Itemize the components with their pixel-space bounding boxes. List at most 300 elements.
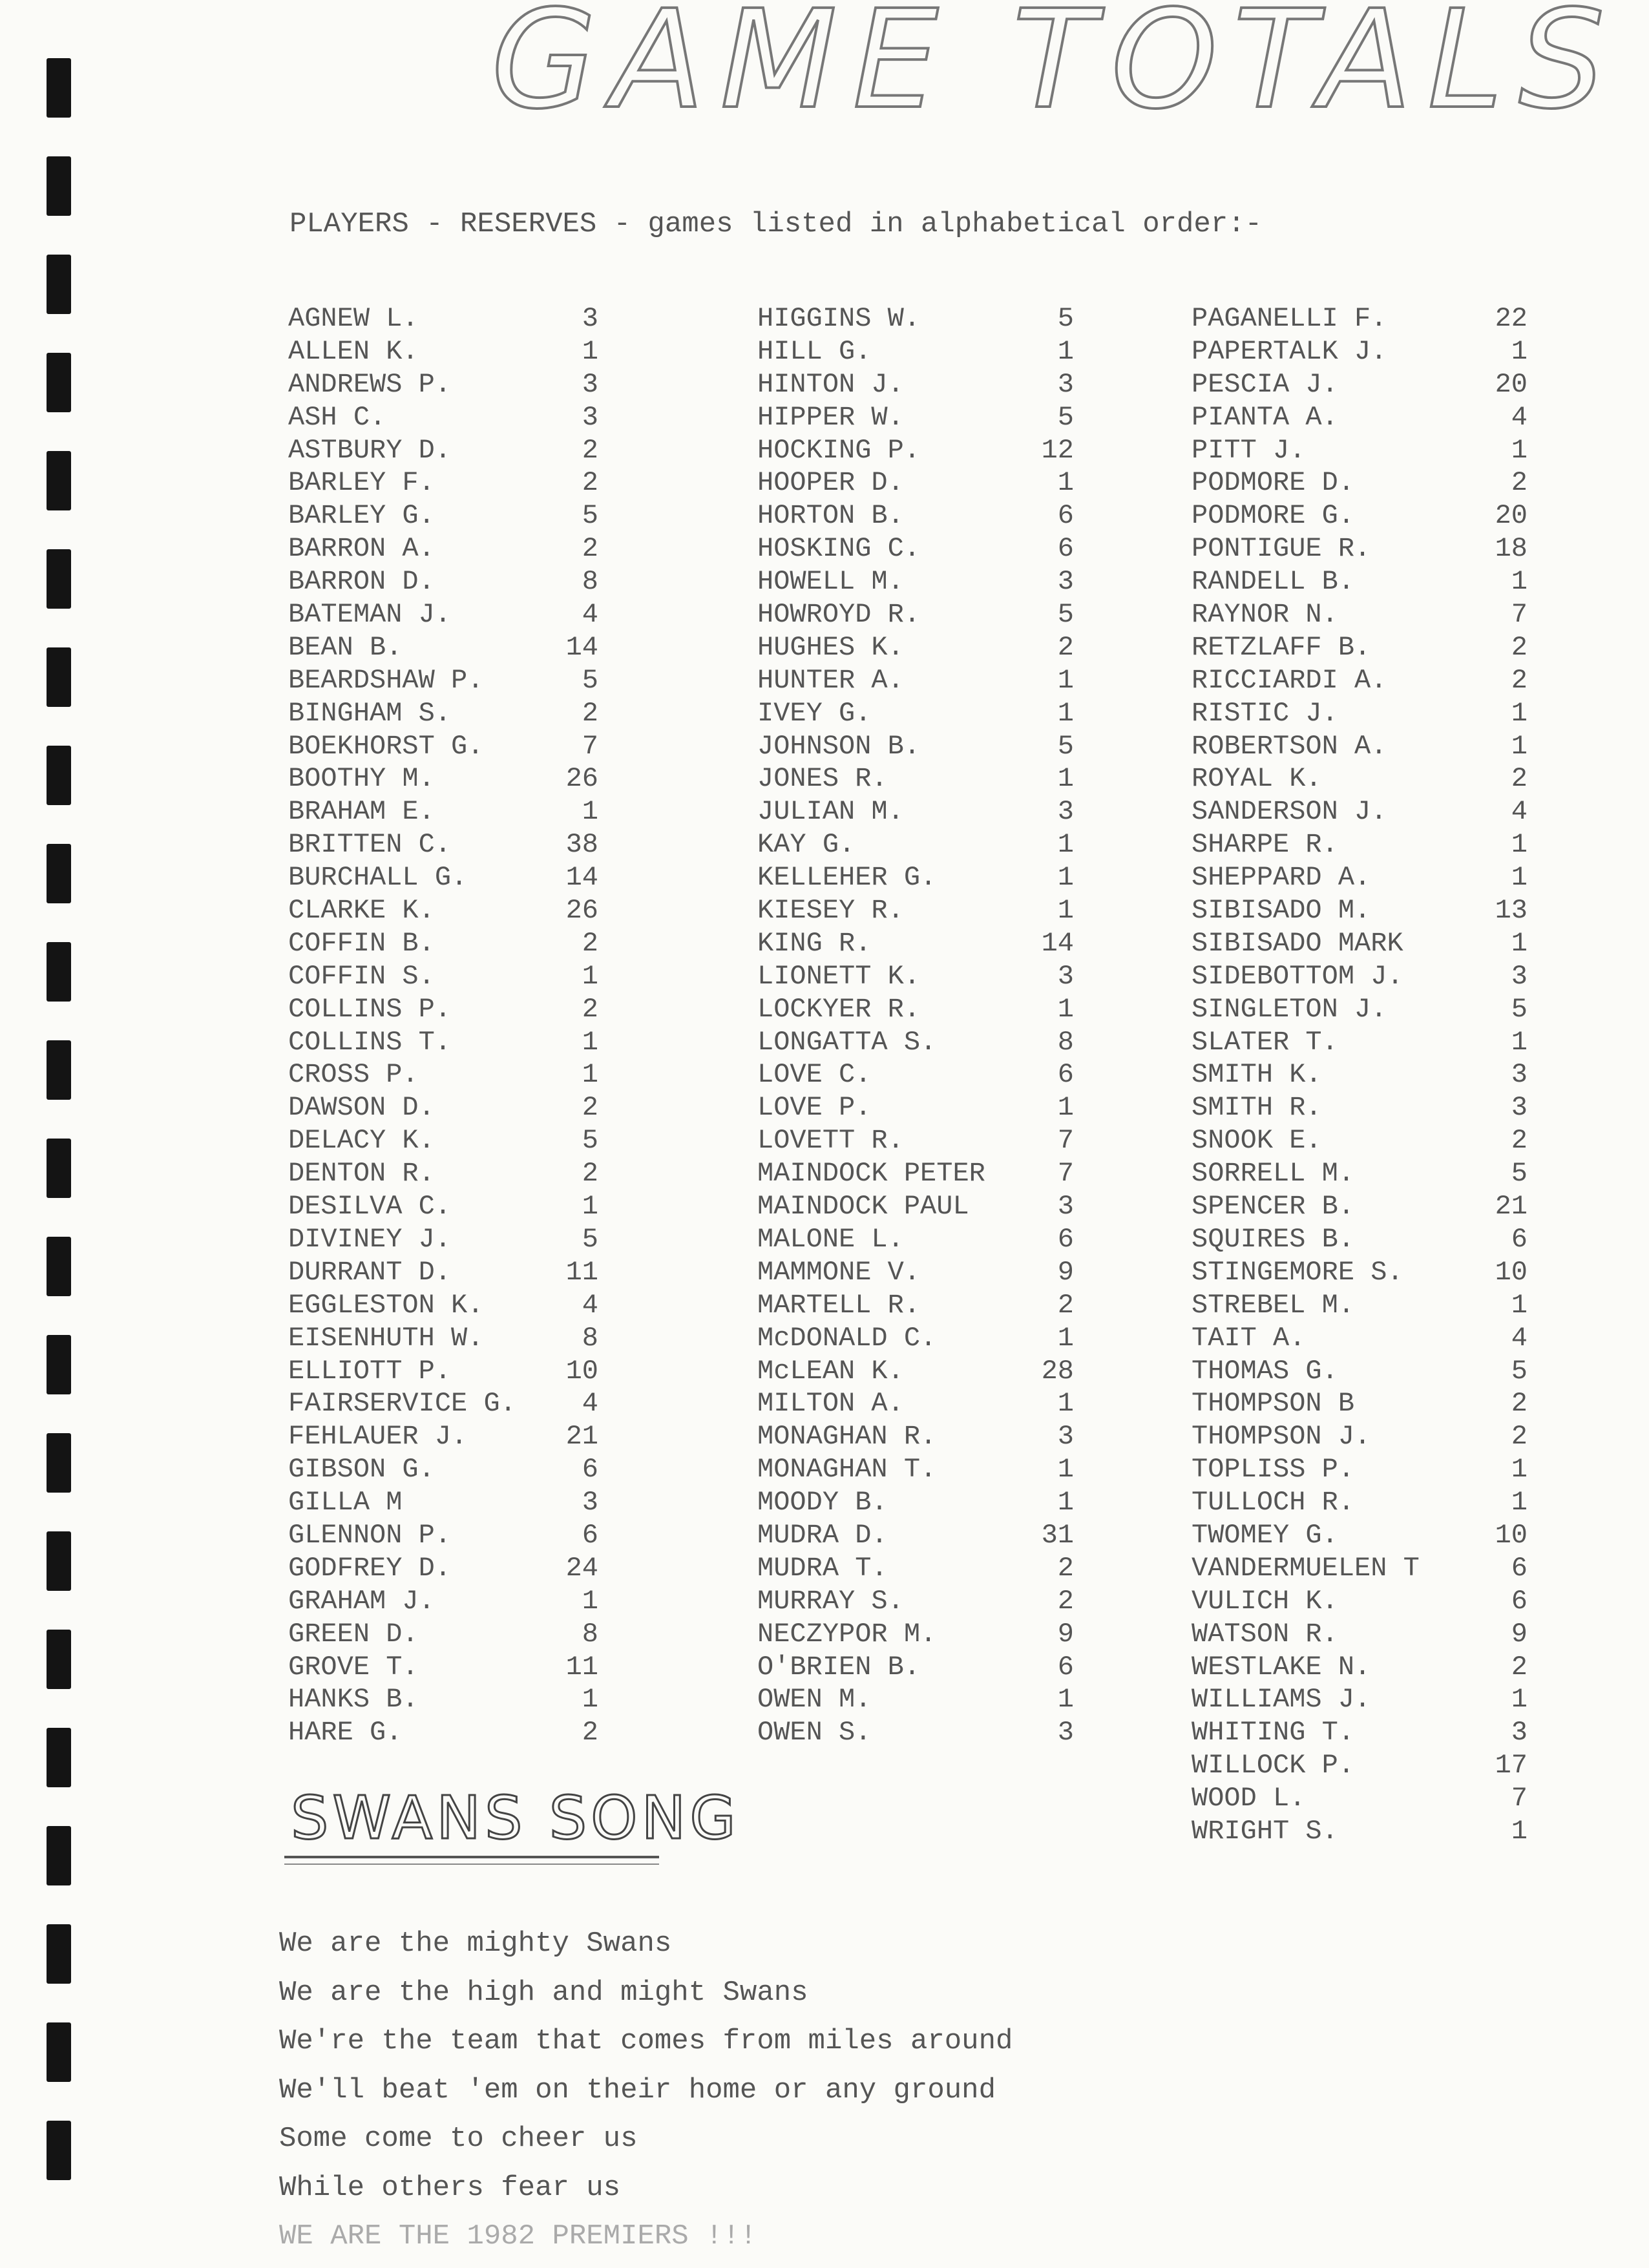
games-count: 21 [565, 1421, 598, 1453]
player-row [288, 762, 598, 795]
lyric-line: We'll beat 'em on their home or any ground [279, 2074, 996, 2106]
games-count: 1 [1511, 829, 1528, 861]
player-name: SIDEBOTTOM J. [1192, 960, 1403, 992]
games-count: 2 [1511, 1421, 1528, 1453]
player-row [757, 434, 1074, 467]
player-name: MALONE L. [757, 1223, 904, 1255]
games-count: 1 [582, 1684, 598, 1716]
player-row [757, 1289, 1074, 1322]
player-name: MAINDOCK PETER [757, 1158, 985, 1190]
games-count: 28 [1041, 1355, 1074, 1387]
player-row [288, 1683, 598, 1716]
player-name: COLLINS T. [288, 1026, 452, 1058]
player-row [288, 532, 598, 565]
games-count: 1 [1511, 927, 1528, 959]
player-row [757, 1387, 1074, 1420]
player-name: LOVETT R. [757, 1125, 904, 1157]
player-name: HIPPER W. [757, 401, 904, 433]
player-name: RISTIC J. [1192, 697, 1338, 729]
lyric-line: We are the mighty Swans [279, 1927, 672, 1960]
games-count: 6 [1057, 500, 1074, 532]
player-row [1192, 1716, 1528, 1749]
binding-hole [47, 1139, 71, 1198]
player-name: BINGHAM S. [288, 697, 452, 729]
games-count: 3 [1057, 1421, 1074, 1453]
player-name: JONES R. [757, 763, 888, 795]
player-row [1192, 532, 1528, 565]
games-count: 2 [1057, 1289, 1074, 1321]
player-row [757, 861, 1074, 894]
player-name: STREBEL M. [1192, 1289, 1355, 1321]
games-count: 1 [582, 1026, 598, 1058]
player-name: BRITTEN C. [288, 829, 452, 861]
games-count: 9 [1057, 1256, 1074, 1288]
games-count: 3 [582, 368, 598, 400]
games-count: 5 [1057, 303, 1074, 334]
player-row [1192, 1585, 1528, 1618]
player-name: DIVINEY J. [288, 1223, 452, 1255]
games-count: 38 [565, 829, 598, 861]
player-row [757, 401, 1074, 434]
song-lyrics [279, 1924, 1013, 2266]
games-count: 2 [1511, 1388, 1528, 1420]
player-name: SIBISADO M. [1192, 895, 1371, 927]
games-count: 3 [582, 1487, 598, 1518]
player-row [1192, 1157, 1528, 1190]
player-name: MONAGHAN R. [757, 1421, 937, 1453]
games-count: 18 [1495, 533, 1528, 565]
player-row [288, 861, 598, 894]
player-row [1192, 1387, 1528, 1420]
games-count: 8 [1057, 1026, 1074, 1058]
games-count: 20 [1495, 368, 1528, 400]
games-count: 3 [1057, 1717, 1074, 1748]
player-name: WILLOCK P. [1192, 1750, 1355, 1781]
player-row [1192, 467, 1528, 499]
games-count: 13 [1495, 895, 1528, 927]
player-name: KING R. [757, 927, 872, 959]
games-count: 26 [565, 895, 598, 927]
player-name: HANKS B. [288, 1684, 419, 1716]
song-title: SWANS SONG [291, 1783, 740, 1853]
player-name: JULIAN M. [757, 796, 904, 828]
player-row [1192, 697, 1528, 730]
games-count: 1 [1057, 1454, 1074, 1486]
player-row [757, 1552, 1074, 1585]
player-row [757, 1223, 1074, 1256]
player-name: BARRON D. [288, 566, 435, 598]
binding-hole [47, 549, 71, 609]
binding-hole [47, 1826, 71, 1885]
games-count: 2 [1057, 1585, 1074, 1617]
games-count: 1 [1057, 467, 1074, 499]
player-name: BOOTHY M. [288, 763, 435, 795]
player-name: EISENHUTH W. [288, 1322, 484, 1354]
player-row [288, 499, 598, 532]
player-row [757, 1157, 1074, 1190]
games-count: 6 [1057, 1651, 1074, 1683]
player-row [288, 1486, 598, 1519]
lyric-line: While others fear us [279, 2171, 621, 2204]
player-name: WATSON R. [1192, 1618, 1338, 1650]
player-name: DURRANT D. [288, 1256, 452, 1288]
player-name: SHARPE R. [1192, 829, 1338, 861]
player-row [1192, 960, 1528, 993]
player-row [288, 1223, 598, 1256]
lyric-line: We're the team that comes from miles around [279, 2025, 1013, 2057]
player-name: AGNEW L. [288, 303, 419, 334]
binding-hole [47, 746, 71, 805]
games-count: 6 [582, 1454, 598, 1486]
games-count: 8 [582, 1322, 598, 1354]
player-name: COFFIN S. [288, 960, 435, 992]
player-name: COLLINS P. [288, 993, 452, 1025]
player-name: BEAN B. [288, 631, 403, 663]
player-row [288, 565, 598, 598]
player-row [757, 1453, 1074, 1486]
games-count: 2 [582, 1092, 598, 1124]
player-row [288, 1289, 598, 1322]
player-row [757, 1091, 1074, 1124]
games-count: 26 [565, 763, 598, 795]
games-count: 2 [582, 697, 598, 729]
player-row [1192, 565, 1528, 598]
games-count: 5 [582, 664, 598, 696]
player-row [288, 697, 598, 730]
player-row [757, 795, 1074, 828]
player-name: PODMORE D. [1192, 467, 1355, 499]
games-count: 6 [1057, 533, 1074, 565]
player-name: GREEN D. [288, 1618, 419, 1650]
player-row [288, 368, 598, 401]
binding-hole [47, 1335, 71, 1394]
player-row [1192, 861, 1528, 894]
player-row [288, 1058, 598, 1091]
player-name: HOWROYD R. [757, 599, 921, 631]
games-count: 6 [1057, 1059, 1074, 1091]
player-row [288, 927, 598, 960]
games-count: 21 [1495, 1191, 1528, 1223]
games-count: 7 [1057, 1158, 1074, 1190]
player-name: BURCHALL G. [288, 862, 468, 894]
player-name: HUNTER A. [757, 664, 904, 696]
games-count: 17 [1495, 1750, 1528, 1781]
player-row [1192, 795, 1528, 828]
games-count: 1 [1511, 434, 1528, 466]
player-name: VULICH K. [1192, 1585, 1338, 1617]
player-name: MAMMONE V. [757, 1256, 921, 1288]
player-name: ALLEN K. [288, 335, 419, 367]
player-row [757, 1519, 1074, 1552]
games-count: 1 [1057, 862, 1074, 894]
player-row [757, 1618, 1074, 1651]
player-name: PIANTA A. [1192, 401, 1338, 433]
player-name: MONAGHAN T. [757, 1454, 937, 1486]
games-count: 4 [1511, 401, 1528, 433]
games-count: 1 [1057, 1092, 1074, 1124]
player-name: TWOMEY G. [1192, 1519, 1338, 1551]
games-count: 4 [582, 1388, 598, 1420]
games-count: 1 [1511, 1026, 1528, 1058]
games-count: 3 [1511, 960, 1528, 992]
player-row [1192, 302, 1528, 335]
player-row [757, 1716, 1074, 1749]
player-name: MUDRA D. [757, 1519, 888, 1551]
player-row [757, 1651, 1074, 1684]
binding-hole [47, 942, 71, 1002]
games-count: 1 [1511, 1289, 1528, 1321]
player-row [288, 993, 598, 1026]
games-count: 2 [582, 434, 598, 466]
games-count: 4 [1511, 796, 1528, 828]
player-row [288, 1651, 598, 1684]
games-count: 1 [1057, 993, 1074, 1025]
lyric-line: Some come to cheer us [279, 2123, 638, 2155]
player-name: MAINDOCK PAUL [757, 1191, 969, 1223]
player-name: HOSKING C. [757, 533, 921, 565]
games-count: 5 [1057, 599, 1074, 631]
games-count: 1 [1511, 1815, 1528, 1847]
player-row [288, 795, 598, 828]
games-count: 2 [582, 467, 598, 499]
games-count: 2 [1057, 1552, 1074, 1584]
player-column-2 [757, 302, 1074, 1749]
player-name: FEHLAUER J. [288, 1421, 468, 1453]
player-name: KELLEHER G. [757, 862, 937, 894]
player-name: PODMORE G. [1192, 500, 1355, 532]
games-count: 4 [1511, 1322, 1528, 1354]
player-row [1192, 1322, 1528, 1355]
binding-hole [47, 844, 71, 903]
player-row [757, 467, 1074, 499]
games-count: 2 [582, 1158, 598, 1190]
games-count: 6 [582, 1519, 598, 1551]
games-count: 1 [1057, 697, 1074, 729]
player-row [757, 1124, 1074, 1157]
player-row [288, 1387, 598, 1420]
player-row [757, 960, 1074, 993]
player-name: RAYNOR N. [1192, 599, 1338, 631]
player-row [288, 302, 598, 335]
player-name: CROSS P. [288, 1059, 419, 1091]
player-name: MOODY B. [757, 1487, 888, 1518]
player-row [1192, 664, 1528, 697]
games-count: 1 [582, 960, 598, 992]
player-row [288, 1091, 598, 1124]
player-name: MARTELL R. [757, 1289, 921, 1321]
games-count: 1 [1057, 1388, 1074, 1420]
binding-hole [47, 156, 71, 216]
player-name: SHEPPARD A. [1192, 862, 1371, 894]
player-row [1192, 434, 1528, 467]
player-name: GODFREY D. [288, 1552, 452, 1584]
player-row [288, 828, 598, 861]
games-count: 11 [565, 1256, 598, 1288]
player-name: GRAHAM J. [288, 1585, 435, 1617]
games-count: 7 [1057, 1125, 1074, 1157]
player-name: HOCKING P. [757, 434, 921, 466]
player-row [757, 1190, 1074, 1223]
player-row [757, 499, 1074, 532]
player-row [757, 1058, 1074, 1091]
games-count: 1 [1057, 664, 1074, 696]
player-name: OWEN S. [757, 1717, 872, 1748]
player-row [757, 1355, 1074, 1388]
player-row [1192, 1223, 1528, 1256]
player-name: BARLEY F. [288, 467, 435, 499]
games-count: 3 [582, 401, 598, 433]
player-row [1192, 1519, 1528, 1552]
player-name: CLARKE K. [288, 895, 435, 927]
games-count: 10 [1495, 1256, 1528, 1288]
song-title-underline-2 [284, 1864, 659, 1865]
player-row [288, 434, 598, 467]
games-count: 1 [1511, 1487, 1528, 1518]
player-name: DELACY K. [288, 1125, 435, 1157]
games-count: 4 [582, 1289, 598, 1321]
player-row [1192, 598, 1528, 631]
player-row [757, 1585, 1074, 1618]
games-count: 1 [1057, 335, 1074, 367]
player-row [288, 1519, 598, 1552]
player-row [1192, 762, 1528, 795]
player-name: IVEY G. [757, 697, 872, 729]
player-row [757, 828, 1074, 861]
games-count: 12 [1041, 434, 1074, 466]
games-count: 6 [1511, 1585, 1528, 1617]
player-row [757, 368, 1074, 401]
lyric-line: We are the high and might Swans [279, 1976, 808, 2009]
player-row [1192, 1749, 1528, 1782]
player-name: THOMPSON J. [1192, 1421, 1371, 1453]
player-name: EGGLESTON K. [288, 1289, 484, 1321]
player-row [757, 565, 1074, 598]
games-count: 31 [1041, 1519, 1074, 1551]
player-name: GLENNON P. [288, 1519, 452, 1551]
games-count: 7 [582, 730, 598, 762]
binding-hole [47, 2022, 71, 2082]
player-name: RANDELL B. [1192, 566, 1355, 598]
games-count: 3 [1057, 368, 1074, 400]
player-row [757, 1486, 1074, 1519]
games-count: 4 [582, 599, 598, 631]
games-count: 2 [582, 1717, 598, 1748]
binding-hole [47, 1531, 71, 1591]
player-row [288, 1157, 598, 1190]
games-count: 7 [1511, 599, 1528, 631]
player-row [1192, 1618, 1528, 1651]
games-count: 7 [1511, 1783, 1528, 1814]
player-name: COFFIN B. [288, 927, 435, 959]
player-row [1192, 1782, 1528, 1815]
player-name: GILLA M [288, 1487, 403, 1518]
player-row [288, 1716, 598, 1749]
player-row [757, 894, 1074, 927]
player-name: SQUIRES B. [1192, 1223, 1355, 1255]
games-count: 3 [1057, 960, 1074, 992]
player-row [288, 1190, 598, 1223]
player-name: RICCIARDI A. [1192, 664, 1387, 696]
games-count: 5 [1057, 401, 1074, 433]
games-count: 5 [582, 1125, 598, 1157]
player-row [288, 1453, 598, 1486]
binding-hole [47, 1924, 71, 1984]
player-row [1192, 1026, 1528, 1059]
player-name: TAIT A. [1192, 1322, 1306, 1354]
player-row [1192, 1486, 1528, 1519]
player-name: LOCKYER R. [757, 993, 921, 1025]
player-row [757, 927, 1074, 960]
player-name: McDONALD C. [757, 1322, 937, 1354]
games-count: 1 [1511, 730, 1528, 762]
player-name: ROYAL K. [1192, 763, 1322, 795]
games-count: 5 [582, 1223, 598, 1255]
player-name: THOMAS G. [1192, 1355, 1338, 1387]
player-row [757, 1683, 1074, 1716]
binding-hole [47, 255, 71, 314]
games-count: 2 [582, 533, 598, 565]
binding-hole [47, 2121, 71, 2180]
player-name: OWEN M. [757, 1684, 872, 1716]
player-row [1192, 1651, 1528, 1684]
player-row [757, 730, 1074, 763]
player-name: WESTLAKE N. [1192, 1651, 1371, 1683]
binding-hole [47, 1728, 71, 1787]
player-name: BARLEY G. [288, 500, 435, 532]
player-row [288, 664, 598, 697]
games-count: 1 [582, 796, 598, 828]
player-row [288, 335, 598, 368]
games-count: 1 [1057, 1684, 1074, 1716]
player-row [288, 467, 598, 499]
player-row [288, 960, 598, 993]
player-row [288, 1618, 598, 1651]
page-subtitle: PLAYERS - RESERVES - games listed in alphabetical order:- [289, 208, 1263, 240]
player-name: ANDREWS P. [288, 368, 452, 400]
player-name: BRAHAM E. [288, 796, 435, 828]
player-row [757, 993, 1074, 1026]
binding-hole [47, 58, 71, 118]
player-row [757, 631, 1074, 664]
games-count: 2 [1511, 1651, 1528, 1683]
games-count: 6 [1511, 1223, 1528, 1255]
player-name: HUGHES K. [757, 631, 904, 663]
games-count: 2 [1511, 763, 1528, 795]
games-count: 2 [1511, 467, 1528, 499]
player-name: MUDRA T. [757, 1552, 888, 1584]
games-count: 5 [582, 500, 598, 532]
player-row [288, 631, 598, 664]
player-name: ASTBURY D. [288, 434, 452, 466]
player-name: SIBISADO MARK [1192, 927, 1403, 959]
games-count: 9 [1057, 1618, 1074, 1650]
games-count: 3 [1511, 1717, 1528, 1748]
player-name: HARE G. [288, 1717, 403, 1748]
player-row [757, 664, 1074, 697]
player-name: O'BRIEN B. [757, 1651, 921, 1683]
player-name: BOEKHORST G. [288, 730, 484, 762]
games-count: 1 [1057, 763, 1074, 795]
games-count: 10 [565, 1355, 598, 1387]
games-count: 3 [1511, 1092, 1528, 1124]
player-row [288, 730, 598, 763]
player-row [757, 598, 1074, 631]
games-count: 2 [1057, 631, 1074, 663]
games-count: 3 [1057, 1191, 1074, 1223]
games-count: 5 [1511, 1355, 1528, 1387]
player-name: GROVE T. [288, 1651, 419, 1683]
player-name: HOWELL M. [757, 566, 904, 598]
